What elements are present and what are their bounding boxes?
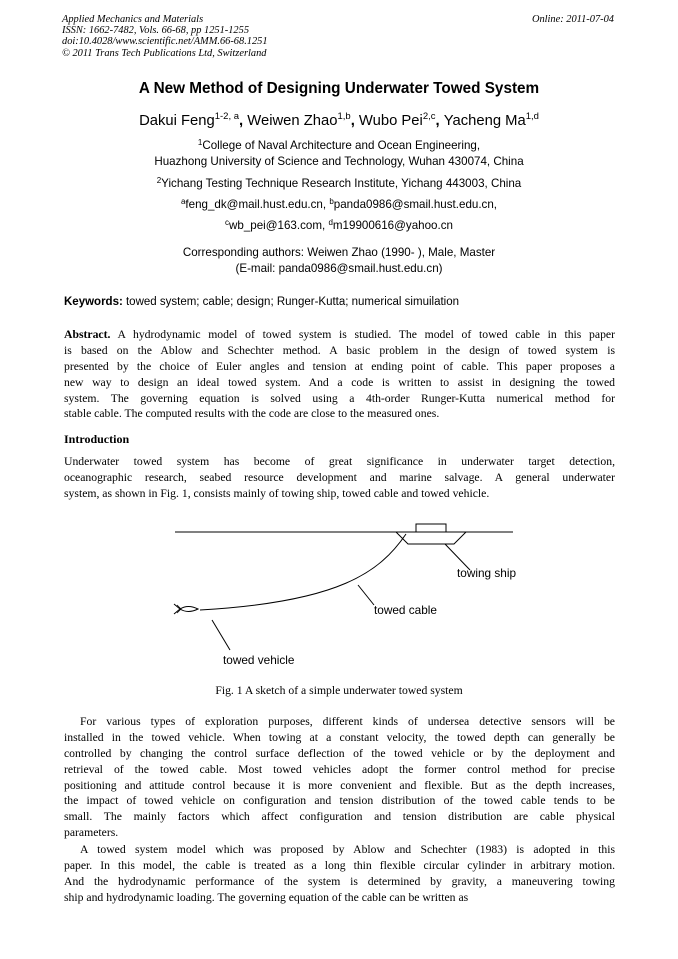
abstract-label: Abstract. [64, 328, 111, 341]
email-address: panda0986@smail.hust.edu.cn, [333, 198, 498, 211]
paragraph-line: installed in the towed vehicle. When towing at a constant velocity, the towed depth can generally be [64, 730, 615, 744]
cable-leader-line [358, 585, 374, 605]
towed-cable-curve [200, 534, 406, 610]
paragraph-line: And the hydrodynamic performance of the system is determined by gravity, a maneuvering towing [64, 874, 615, 888]
abstract-line: is based on the Ablow and Schechter method. A basic problem in the design of towed system is [64, 343, 615, 357]
keywords-label: Keywords: [64, 296, 123, 308]
towing-ship-icon [396, 524, 466, 544]
towed-vehicle-icon [174, 604, 198, 614]
corresponding-author: Corresponding authors: Weiwen Zhao (1990- ), Male, Master [182, 246, 496, 259]
email-line-1: $^a$feng_dk@mail.hust.edu.cn, $^b$panda0986@smail.hust.edu.cn, [180, 197, 498, 211]
paragraph-line: system, as shown in Fig. 1, consists mainly of towing ship, towed cable and towed vehicle. [64, 486, 490, 500]
online-date: Online: 2011-07-04 [531, 14, 614, 25]
journal-name: Applied Mechanics and Materials [62, 14, 204, 25]
email-line-2: $^c$wb_pei@163.com, $^d$m19900616@yahoo.cn [225, 218, 453, 232]
towed-system-sketch-svg [160, 512, 560, 677]
paragraph-line: positioning and attitude control because it is more convenient and flexible. But as the depth increases, [64, 778, 615, 792]
affiliation-2: $^2$Yichang Testing Technique Research Institute, Yichang 443003, China [156, 176, 522, 190]
doi-line: doi:10.4028/www.scientific.net/AMM.66-68.1251 [62, 36, 268, 48]
paragraph-line: oceanographic research, seabed resource development and marine salvage. A general underwater [64, 470, 615, 484]
paragraph-line: Underwater towed system has become of great significance in underwater target detection, [64, 455, 615, 468]
affiliation-1-cont: Huazhong University of Science and Technology, Wuhan 430074, China [154, 155, 524, 168]
paragraph-line: For various types of exploration purposes, different kinds of undersea detective sensors will be [80, 715, 615, 728]
figure-towed-system-sketch [160, 512, 560, 677]
abstract [64, 327, 615, 422]
author-name: Weiwen Zhao [247, 113, 338, 129]
issn-line: ISSN: 1662-7482, Vols. 66-68, pp 1251-1255 [62, 25, 250, 37]
body-paragraph [64, 714, 615, 841]
copyright-line: © 2011 Trans Tech Publications Ltd, Switzerland [62, 47, 267, 59]
label-towed-cable: towed cable [374, 603, 437, 617]
section-heading-introduction: Introduction [64, 432, 130, 446]
intro-paragraph [64, 454, 615, 502]
paragraph-line: controlled by changing the control surface deflection of the towed vehicle or by the deployment and [64, 746, 615, 760]
paper-title: A New Method of Designing Underwater Towed System [138, 80, 540, 97]
author-name: Dakui Feng [139, 113, 215, 129]
label-towed-vehicle: towed vehicle [223, 653, 295, 667]
label-towing-ship: towing ship [457, 566, 517, 580]
author-name: Wubo Pei [358, 113, 423, 129]
abstract-line: stable cable. The computed results with the code are close to the measured ones. [64, 407, 440, 421]
keywords-text: towed system; cable; design; Runger-Kutta; numerical simuilation [122, 296, 460, 308]
email-address: m19900616@yahoo.cn [332, 219, 453, 232]
abstract-line: system. The governing equation is solved using a 4th-order Runger-Kutta numerical method for [64, 391, 615, 405]
author-affiliation-mark: 2,c [422, 111, 436, 122]
corresponding-email: (E-mail: panda0986@smail.hust.edu.cn) [235, 262, 443, 275]
paragraph-line: small. The mainly factors which affect configuration and tension distribution are cable physical [64, 810, 615, 824]
abstract-line: new way to design an ideal towed system. And a code is written to assist in designing the towed [64, 375, 615, 389]
paragraph-line: ship and hydrodynamic loading. The governing equation of the cable can be written as [64, 890, 469, 904]
paragraph-line: A towed system model which was proposed by Ablow and Schechter (1983) is adopted in this [80, 843, 615, 856]
author-affiliation-mark: 1,d [525, 111, 539, 122]
paragraph-line: paper. In this model, the cable is treated as a long thin flexible circular cylinder in arbitrary motion. [64, 858, 615, 872]
keywords [64, 296, 459, 308]
author-name: Yacheng Ma [443, 113, 526, 129]
abstract-line: Abstract. A hydrodynamic model of towed system is studied. The model of towed cable in this paper [64, 328, 615, 341]
email-address: wb_pei@163.com, [229, 219, 329, 232]
paragraph-line: the impact of towed vehicle on configuration and tension distribution of the towed cable tends to be [64, 794, 615, 808]
figure-caption: Fig. 1 A sketch of a simple underwater towed system [215, 684, 463, 697]
author-affiliation-mark: 1,b [337, 111, 351, 122]
vehicle-leader-line [212, 620, 230, 650]
paragraph-line: parameters. [64, 826, 119, 840]
paragraph-line: retrieval of the towed cable. Most towed vehicles adopt the former control method for precise [64, 762, 615, 776]
affiliation-1: $^1$College of Naval Architecture and Ocean Engineering, [197, 138, 481, 152]
body-paragraph [64, 842, 615, 906]
abstract-line: presented by the choice of Euler angles and tension at ending point of cable. This paper proposes a [64, 359, 615, 373]
author-list: Dakui Feng$^{1-2, a}$, Weiwen Zhao$^{1,b}$, Wubo Pei$^{2,c}$, Yacheng Ma$^{1,d}$ [139, 111, 539, 129]
email-address: feng_dk@mail.hust.edu.cn, [185, 198, 330, 211]
author-affiliation-mark: 1-2, a [214, 111, 240, 122]
running-header [62, 14, 268, 59]
